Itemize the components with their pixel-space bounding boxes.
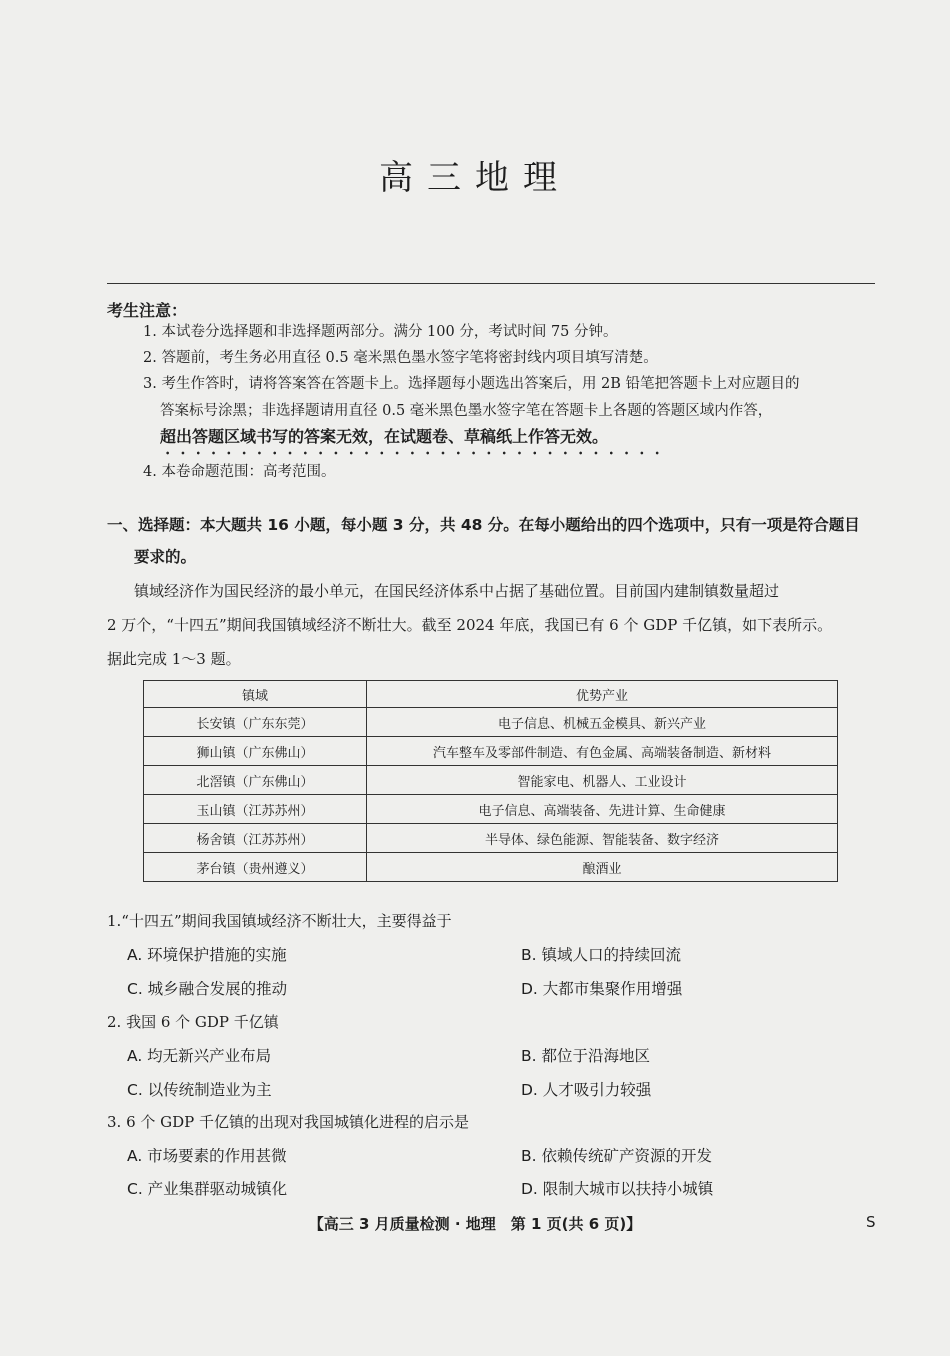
- notice-item-1: 1. 本试卷分选择题和非选择题两部分。满分 100 分，考试时间 75 分钟。: [143, 324, 618, 340]
- table-row: [144, 824, 838, 853]
- table-cell-town: 茅台镇（贵州遵义）: [144, 853, 367, 882]
- town-industry-table: [143, 680, 838, 882]
- table-cell-industry: 半导体、绿色能源、智能装备、数字经济: [367, 824, 838, 853]
- question-3-option-c: C. 产业集群驱动城镇化: [127, 1180, 288, 1198]
- table-cell-industry: 汽车整车及零部件制造、有色金属、高端装备制造、新材料: [367, 737, 838, 766]
- table-row: [144, 766, 838, 795]
- table-row: [144, 708, 838, 737]
- table-cell-industry: 电子信息、机械五金模具、新兴产业: [367, 708, 838, 737]
- notice-heading: 考生注意：: [107, 301, 188, 320]
- table-cell-town: 杨舍镇（江苏苏州）: [144, 824, 367, 853]
- emphasis-dots: [160, 451, 660, 455]
- table-cell-town: 长安镇（广东东莞）: [144, 708, 367, 737]
- question-3-option-a: A. 市场要素的作用甚微: [127, 1147, 287, 1165]
- question-2-option-b: B. 都位于沿海地区: [521, 1047, 650, 1065]
- table-row: [144, 795, 838, 824]
- question-2-stem: 2. 我国 6 个 GDP 千亿镇: [107, 1013, 279, 1031]
- table-header-row: [144, 681, 838, 708]
- question-3-option-d: D. 限制大城市以扶持小城镇: [521, 1180, 714, 1198]
- table-cell-industry: 智能家电、机器人、工业设计: [367, 766, 838, 795]
- passage-line-3: 据此完成 1～3 题。: [107, 650, 241, 668]
- table-row: [144, 853, 838, 882]
- table-cell-industry: 电子信息、高端装备、先进计算、生命健康: [367, 795, 838, 824]
- question-1-option-b: B. 镇域人口的持续回流: [521, 946, 681, 964]
- notice-item-3: 3. 考生作答时，请将答案答在答题卡上。选择题每小题选出答案后，用 2B 铅笔把答题卡上对应题目的: [143, 376, 800, 392]
- question-1-option-c: C. 城乡融合发展的推动: [127, 980, 288, 998]
- table-cell-industry: 酿酒业: [367, 853, 838, 882]
- question-1-option-d: D. 大都市集聚作用增强: [521, 980, 683, 998]
- section-heading-cont: 要求的。: [134, 548, 197, 566]
- question-1-stem: 1.“十四五”期间我国镇域经济不断壮大，主要得益于: [107, 912, 452, 930]
- question-2-option-d: D. 人才吸引力较强: [521, 1081, 652, 1099]
- question-3-option-b: B. 依赖传统矿产资源的开发: [521, 1147, 712, 1165]
- table-row: [144, 737, 838, 766]
- table-cell-town: 玉山镇（江苏苏州）: [144, 795, 367, 824]
- question-3-stem: 3. 6 个 GDP 千亿镇的出现对我国城镇化进程的启示是: [107, 1113, 470, 1131]
- table-header-town: 镇域: [144, 681, 367, 708]
- question-2-option-c: C. 以传统制造业为主: [127, 1081, 272, 1099]
- passage-line-2: 2 万个，“十四五”期间我国镇域经济不断壮大。截至 2024 年底，我国已有 6 个 GDP 千亿镇，如下表所示。: [107, 616, 833, 634]
- page-footer: 【高三 3 月质量检测 · 地理 第 1 页(共 6 页)】: [308, 1215, 642, 1233]
- page-title: 高三地理: [379, 158, 571, 198]
- passage-line-1: 镇域经济作为国民经济的最小单元，在国民经济体系中占据了基础位置。目前国内建制镇数量超过: [134, 582, 780, 600]
- notice-item-2: 2. 答题前，考生务必用直径 0.5 毫米黑色墨水签字笔将密封线内项目填写清楚。: [143, 350, 658, 366]
- notice-item-3-cont: 答案标号涂黑；非选择题请用直径 0.5 毫米黑色墨水签字笔在答题卡上各题的答题区域内作答，: [160, 403, 773, 419]
- notice-item-3-emphasis: 超出答题区域书写的答案无效，在试题卷、草稿纸上作答无效。: [160, 427, 609, 446]
- question-2-option-a: A. 均无新兴产业布局: [127, 1047, 272, 1065]
- notice-item-4: 4. 本卷命题范围：高考范围。: [143, 464, 336, 480]
- table-cell-town: 北滘镇（广东佛山）: [144, 766, 367, 795]
- question-1-option-a: A. 环境保护措施的实施: [127, 946, 287, 964]
- table-header-industry: 优势产业: [367, 681, 838, 708]
- section-heading: 一、选择题：本大题共 16 小题，每小题 3 分，共 48 分。在每小题给出的四个选项中，只有一项是符合题目: [107, 516, 860, 534]
- header-divider: [107, 283, 875, 284]
- table-cell-town: 狮山镇（广东佛山）: [144, 737, 367, 766]
- footer-mark: S: [866, 1213, 876, 1231]
